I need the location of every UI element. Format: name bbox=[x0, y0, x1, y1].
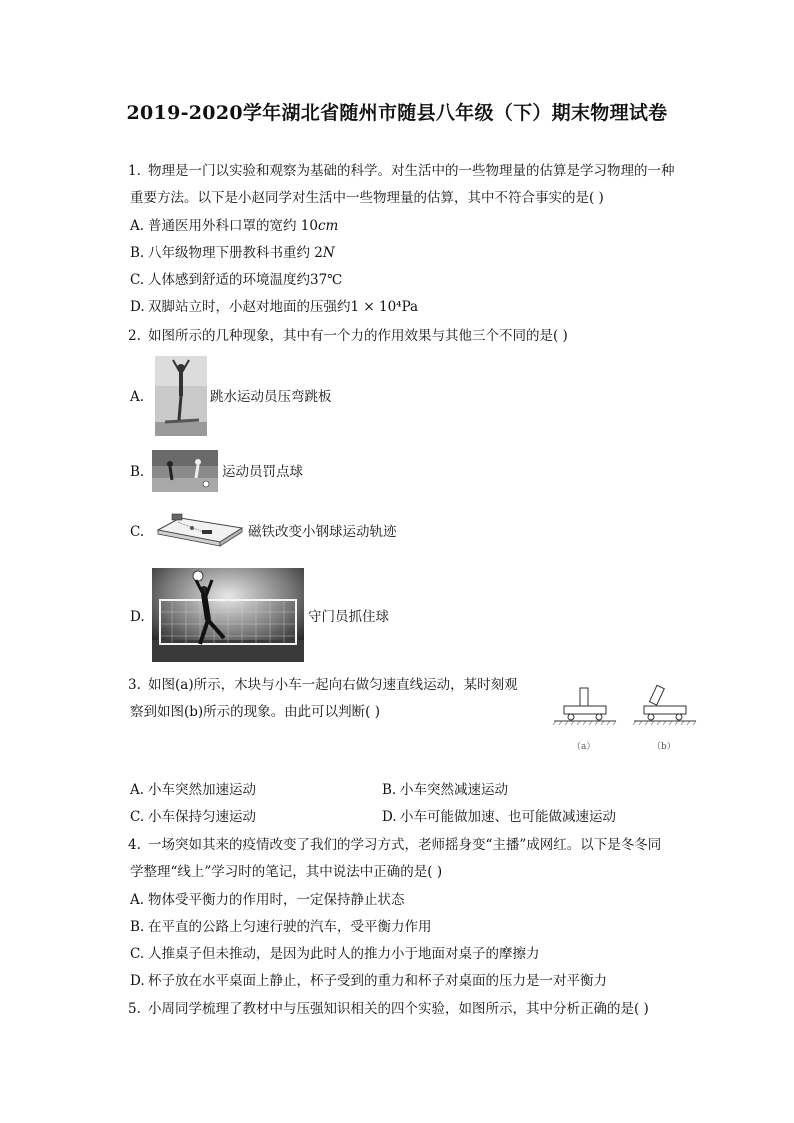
page-title: 2019-2020学年湖北省随州市随县八年级（下）期末物理试卷 bbox=[126, 102, 668, 124]
q2-option-b-text: 运动员罚点球 bbox=[222, 464, 303, 480]
q2-option-d-text: 守门员抓住球 bbox=[308, 609, 389, 625]
cart-block-diagram bbox=[552, 682, 698, 726]
q1-stem-line1: 物理是一门以实验和观察为基础的科学。对生活中的一些物理量的估算是学习物理的一种 bbox=[148, 163, 675, 179]
q2-stem: 如图所示的几种现象，其中有一个力的作用效果与其他三个不同的是( ) bbox=[148, 328, 568, 344]
q1-stem-line2: 重要方法。以下是小赵同学对生活中一些物理量的估算，其中不符合事实的是( ) bbox=[130, 190, 604, 206]
q1-option-c: C. 人体感到舒适的环境温度约37℃ bbox=[130, 272, 343, 288]
q2-option-d-letter: D. bbox=[130, 609, 145, 625]
q3-option-c: C. 小车保持匀速运动 bbox=[130, 809, 256, 825]
q1-number: 1. bbox=[128, 163, 141, 179]
q4-line1 bbox=[128, 836, 661, 854]
goalkeeper-photo bbox=[152, 568, 304, 662]
q2-option-b-letter: B. bbox=[130, 464, 145, 480]
fig-b-label: （b） bbox=[652, 742, 676, 752]
penalty-kick-photo bbox=[152, 450, 218, 492]
q4-stem-line2: 学整理“线上”学习时的笔记，其中说法中正确的是( ) bbox=[130, 864, 443, 880]
q2-option-c-letter: C. bbox=[130, 524, 145, 540]
q3-option-b: B. 小车突然减速运动 bbox=[382, 782, 508, 798]
q4-number: 4. bbox=[128, 837, 141, 853]
q2-stem-line bbox=[128, 327, 568, 345]
q4-option-b: B. 在平直的公路上匀速行驶的汽车，受平衡力作用 bbox=[130, 919, 432, 935]
q1-option-a: A. 普通医用外科口罩的宽约 10cm bbox=[130, 218, 339, 234]
q2-option-c-text: 磁铁改变小钢球运动轨迹 bbox=[248, 524, 397, 540]
q3-line1 bbox=[128, 676, 518, 694]
q4-option-a: A. 物体受平衡力的作用时，一定保持静止状态 bbox=[130, 892, 405, 908]
q5-line1 bbox=[128, 1000, 649, 1018]
q5-number: 5. bbox=[128, 1001, 141, 1017]
q2-option-a-text: 跳水运动员压弯跳板 bbox=[210, 389, 332, 405]
q2-option-a-letter: A. bbox=[130, 389, 145, 405]
q1-option-d: D. 双脚站立时，小赵对地面的压强约1 × 10⁴Pa bbox=[130, 299, 419, 315]
q4-stem-line1: 一场突如其来的疫情改变了我们的学习方式，老师摇身变“主播”成网红。以下是冬冬同 bbox=[148, 837, 662, 853]
q3-stem-line1: 如图(a)所示，木块与小车一起向右做匀速直线运动，某时刻观 bbox=[148, 677, 518, 693]
q3-number: 3. bbox=[128, 677, 141, 693]
diver-photo bbox=[155, 356, 207, 436]
q4-option-c: C. 人推桌子但未推动，是因为此时人的推力小于地面对桌子的摩擦力 bbox=[130, 946, 540, 962]
magnet-ball-diagram bbox=[152, 508, 244, 548]
q4-option-d: D. 杯子放在水平桌面上静止，杯子受到的重力和杯子对桌面的压力是一对平衡力 bbox=[130, 973, 607, 989]
q2-number: 2. bbox=[128, 328, 141, 344]
q1-line1 bbox=[128, 162, 675, 180]
q3-option-d: D. 小车可能做加速、也可能做减速运动 bbox=[382, 809, 616, 825]
q3-stem-line2: 察到如图(b)所示的现象。由此可以判断( ) bbox=[130, 704, 380, 720]
fig-a-label: （a） bbox=[572, 742, 596, 752]
q1-option-b: B. 八年级物理下册教科书重约 2N bbox=[130, 245, 335, 261]
q3-option-a: A. 小车突然加速运动 bbox=[130, 782, 256, 798]
q5-stem: 小周同学梳理了教材中与压强知识相关的四个实验，如图所示，其中分析正确的是( ) bbox=[148, 1001, 649, 1017]
